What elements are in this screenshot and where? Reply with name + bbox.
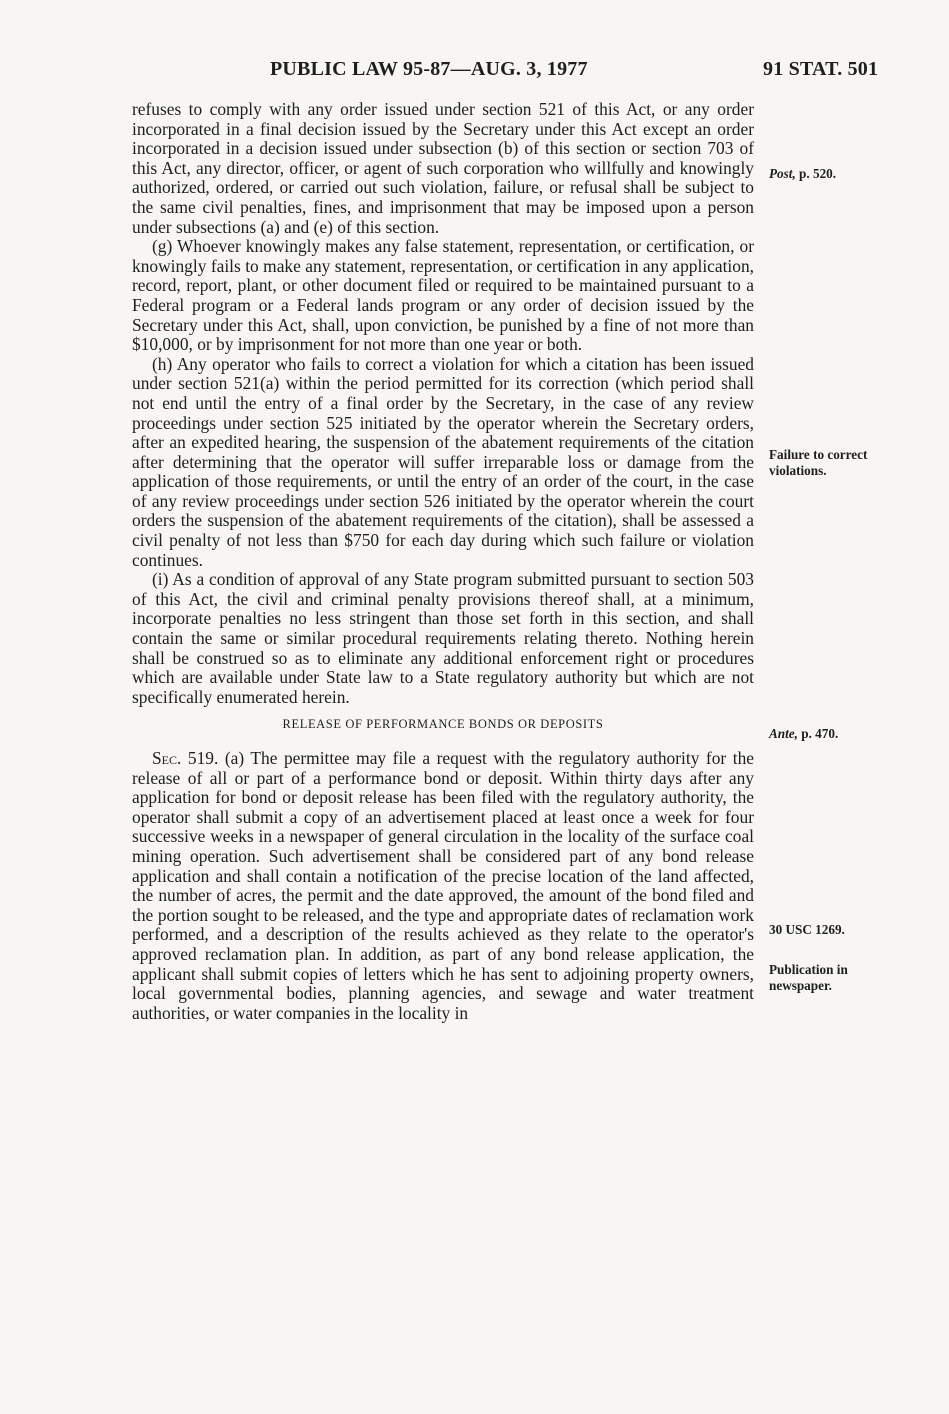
sec-label: Sec. — [152, 748, 182, 768]
paragraph-519a — [132, 749, 754, 1023]
margin-note-publication — [769, 962, 919, 994]
margin-note-ante-ref — [769, 726, 919, 742]
paragraph-h: (h) Any operator who fails to correct a violation for which a citation has been issued under section 521(a) within the period permitted for its correction (which period shall not end until the entry of a final order by the Secretary, in the case of any review proceedings under section 525 initiated by the operator wherein the Secretary orders, after an expedited hearing, the suspension of the abatement requirements of the citation after determining that the operator will suffer irreparable loss or damage from the application of those requirements, or until the entry of an order of the court, in the case of any review proceedings under section 526 initiated by the operator wherein the court orders the suspension of the abatement requirements of the citation), shall be assessed a civil penalty of not less than $750 for each day during which such failure or violation continues. — [132, 353, 754, 570]
paragraph-519a-text: 519. (a) The permittee may file a request with the regulatory authority for the release of all or part of a performance bond or deposit. Within thirty days after any application for bond or deposit release has been filed with the regulatory authority, the operator shall submit a copy of an advertisement placed at least once a week for four successive weeks in a newspaper of general circulation in the locality of the surface coal mining operation. Such advertisement shall be considered part of any bond release application and shall contain a notification of the precise location of the land affected, the number of acres, the permit and the date approved, the amount of the bond filed and the portion sought to be released, and the type and appropriate dates of reclamation work performed, and a description of the results achieved as they relate to the operator's approved reclamation plan. In addition, as part of any bond release application, the applicant shall submit copies of letters which he has sent to adjoining property owners, local governmental bodies, planning agencies, and sewage and water treatment authorities, or water companies in the locality in — [132, 748, 754, 1023]
publication-note-line2: newspaper. — [769, 978, 832, 993]
failure-note-line2: violations. — [769, 463, 827, 478]
margin-note-usc: 30 USC 1269. — [769, 922, 845, 937]
ante-ref-italic: Ante, — [769, 726, 798, 741]
post-ref-italic: Post, — [769, 166, 796, 181]
paragraph-i: (i) As a condition of approval of any State program submitted pursuant to section 503 of this Act, the civil and criminal penalty provisions thereof shall, at a minimum, incorporate penalties no less stringent than those set forth in this section, and shall contain the same or similar procedural requirements relating thereto. Nothing herein shall be construed so as to eliminate any additional enforcement right or procedures which are available under State law to a State regulatory authority but which are not specifically enumerated herein. — [132, 569, 754, 707]
post-ref-page: p. 520. — [799, 166, 837, 181]
section-heading: RELEASE OF PERFORMANCE BONDS OR DEPOSITS — [282, 717, 604, 732]
publication-note-line1: Publication in — [769, 962, 848, 977]
margin-note-failure-to-correct — [769, 447, 919, 479]
paragraph-g: (g) Whoever knowingly makes any false statement, representation, or certification, or knowingly fails to make any statement, representation, or certification in any application, record, report, plant, or other document filed or required to be maintained pursuant to a Federal program or a Federal lands program or any order of decision issued by the Secretary under this Act, shall, upon conviction, be punished by a fine of not more than $10,000, or by imprisonment for not more than one year or both. — [132, 236, 754, 355]
margin-note-post-ref — [769, 166, 919, 182]
page-title: PUBLIC LAW 95-87—AUG. 3, 1977 — [270, 58, 588, 80]
paragraph-f-continued: refuses to comply with any order issued under section 521 of this Act, or any order incorporated in a final decision issued by the Secretary under this Act except an order incorporated in a decision issued under subsection (b) of this section or section 703 of this Act, any director, officer, or agent of such corporation who willfully and knowingly authorized, ordered, or carried out such violation, failure, or refusal shall be subject to the same civil penalties, fines, and imprisonment that may be imposed upon a person under subsections (a) and (e) of this section. — [132, 99, 754, 237]
failure-note-line1: Failure to correct — [769, 447, 868, 462]
ante-ref-page: p. 470. — [801, 726, 839, 741]
body-text — [132, 100, 754, 1023]
page-header — [0, 58, 949, 84]
statute-page-number: 91 STAT. 501 — [763, 58, 879, 80]
